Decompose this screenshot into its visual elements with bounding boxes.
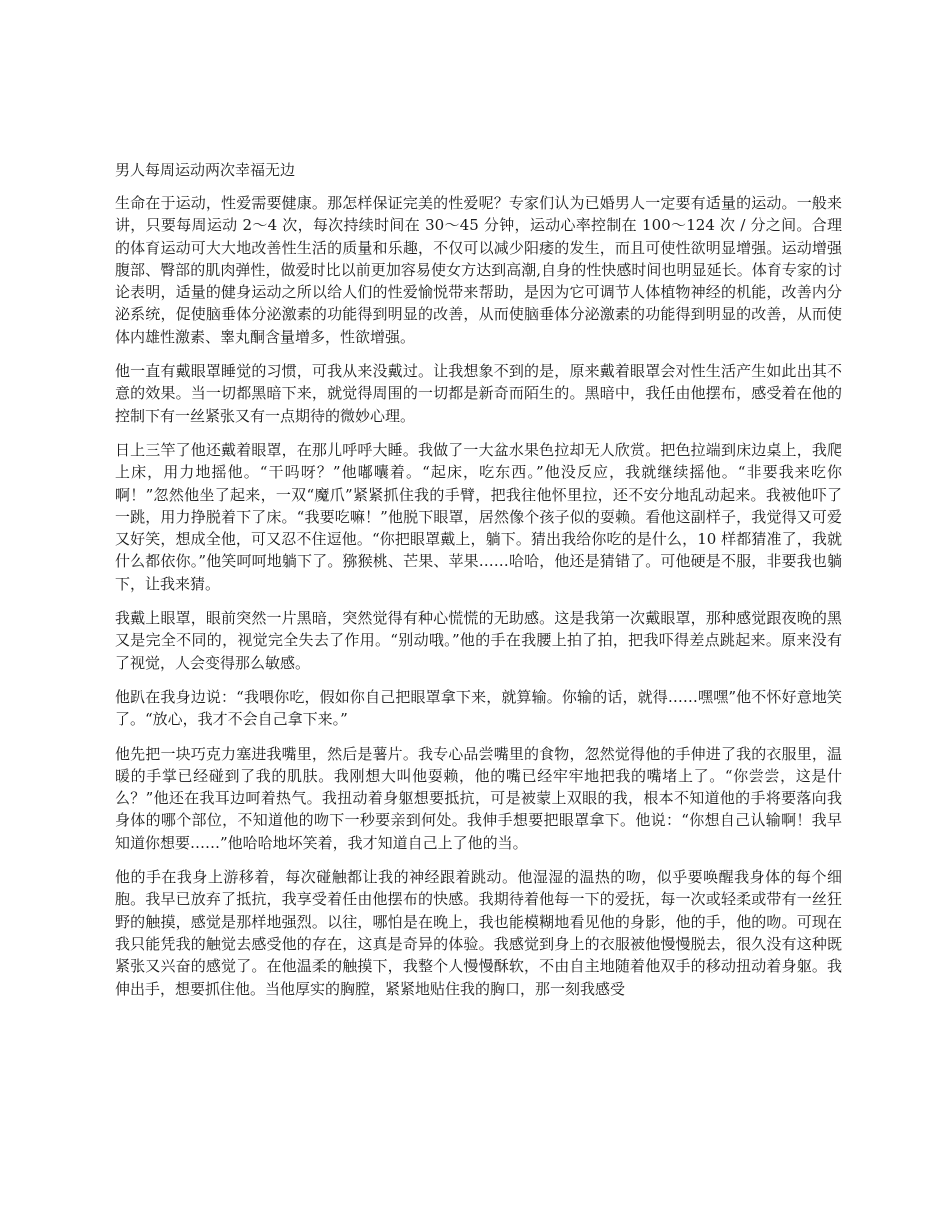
paragraph-eye-mask-habit: 他一直有戴眼罩睡觉的习惯，可我从来没戴过。让我想象不到的是，原来戴着眼罩会对性生活产生如此出其不意的效果。当一切都黑暗下来，就觉得周围的一切都是新奇而陌生的。黑暗中，我任由他摆布，感受着在他的控制下有一丝紧张又有一点期待的微妙心理。 xyxy=(115,362,842,425)
paragraph-exercise: 生命在于运动，性爱需要健康。那怎样保证完美的性爱呢？专家们认为已婚男人一定要有适量的运动。一般来讲，只要每周运动 2～4 次，每次持续时间在 30～45 分钟，运动心率控制在 100～124 次 / 分之间。合理的体育运动可大大地改善性生活的质量和乐趣，不仅可以减少阳痿的发生，而且可使性欲明显增强。运动增强腹部、臀部的肌肉弹性，做爱时比以前更加容易使女方达到高潮,自身的性快感时间也明显延长。体育专家的讨论表明，适量的健身运动之所以给人们的性爱愉悦带来帮助，是因为它可调节人体植物神经的机能，改善内分泌系统，促使脑垂体分泌激素的功能得到明显的改善，从而使脑垂体分泌激素的功能得到明显的改善，从而使体内雄性激素、睾丸酮含量增多，性欲增强。 xyxy=(115,194,842,346)
paragraph-touch: 他的手在我身上游移着，每次碰触都让我的神经跟着跳动。他湿湿的温热的吻，似乎要唤醒我身体的每个细胞。我早已放弃了抵抗，我享受着任由他摆布的快感。我期待着他每一下的爱抚，每一次或轻柔或带有一丝狂野的触摸，感觉是那样地强烈。以往，哪怕是在晚上，我也能模糊地看见他的身影，他的手，他的吻。可现在我只能凭我的触觉去感受他的存在，这真是奇异的体验。我感觉到身上的衣服被他慢慢脱去，很久没有这种既紧张又兴奋的感觉了。在他温柔的触摸下，我整个人慢慢酥软，不由自主地随着他双手的移动扭动着身躯。我伸出手，想要抓住他。当他厚实的胸膛，紧紧地贴住我的胸口，那一刻我感受 xyxy=(115,868,842,998)
paragraph-wearing-mask: 我戴上眼罩，眼前突然一片黑暗，突然觉得有种心慌慌的无助感。这是我第一次戴眼罩，那种感觉跟夜晚的黑又是完全不同的，视觉完全失去了作用。“别动哦。”他的手在我腰上拍了拍，把我吓得差点跳起来。原来没有了视觉，人会变得那么敏感。 xyxy=(115,609,842,672)
paragraph-fruit-salad: 日上三竿了他还戴着眼罩，在那儿呼呼大睡。我做了一大盆水果色拉却无人欣赏。把色拉端到床边桌上，我爬上床，用力地摇他。“干吗呀？”他嘟囔着。“起床，吃东西。”他没反应，我就继续摇他。“非要我来吃你啊！”忽然他坐了起来，一双“魔爪”紧紧抓住我的手臂，把我往他怀里拉，还不安分地乱动起来。我被他吓了一跳，用力挣脱着下了床。“我要吃嘛！”他脱下眼罩，居然像个孩子似的耍赖。看他这副样子，我觉得又可爱又好笑，想成全他，可又忍不住逗他。“你把眼罩戴上，躺下。猜出我给你吃的是什么，10 样都猜准了，我就什么都依你。”他笑呵呵地躺下了。猕猴桃、芒果、苹果……哈哈，他还是猜错了。可他硬是不服，非要我也躺下，让我来猜。 xyxy=(115,440,842,593)
document-title: 男人每周运动两次幸福无边 xyxy=(115,161,296,179)
paragraph-feeding-game: 他趴在我身边说：“我喂你吃，假如你自己把眼罩拿下来，就算输。你输的话，就得……嘿嘿”他不怀好意地笑了。“放心，我才不会自己拿下来。” xyxy=(115,687,842,729)
paragraph-chocolate: 他先把一块巧克力塞进我嘴里，然后是薯片。我专心品尝嘴里的食物，忽然觉得他的手伸进了我的衣服里，温暖的手掌已经碰到了我的肌肤。我刚想大叫他耍赖，他的嘴已经牢牢地把我的嘴堵上了。“你尝尝，这是什么？”他还在我耳边呵着热气。我扭动着身躯想要抵抗，可是被蒙上双眼的我，根本不知道他的手将要落向我身体的哪个部位，不知道他的吻下一秒要亲到何处。我伸手想要把眼罩拿下。他说：“你想自己认输啊！我早知道你想要……”他哈哈地坏笑着，我才知道自己上了他的当。 xyxy=(115,744,842,852)
document-page xyxy=(115,159,842,1012)
